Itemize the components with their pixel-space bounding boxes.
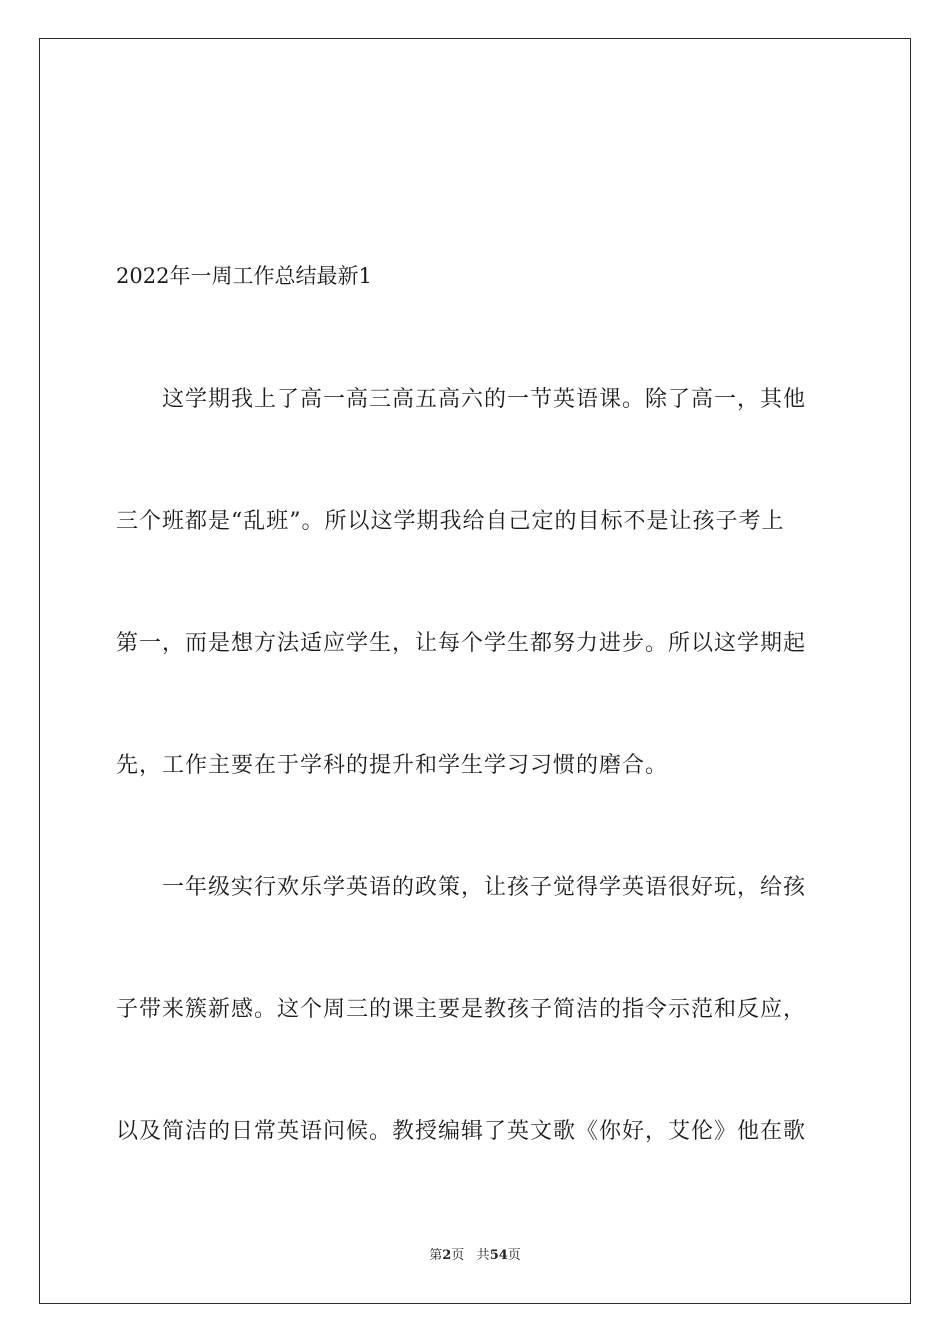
- total-pages: 54: [489, 1248, 508, 1263]
- page-frame: [39, 38, 911, 1304]
- paragraph-line: 这学期我上了高一高三高五高六的一节英语课。除了高一，其他: [162, 387, 807, 412]
- total-prefix: 共: [476, 1248, 490, 1263]
- page-suffix: 页: [451, 1248, 465, 1263]
- page-prefix: 第: [429, 1248, 443, 1263]
- paragraph-line: 三个班都是“乱班”。所以这学期我给自己定的目标不是让孩子考上: [116, 509, 785, 534]
- page-footer: [0, 1247, 950, 1265]
- page-number: 2: [442, 1248, 452, 1263]
- paragraph-line: 第一，而是想方法适应学生，让每个学生都努力进步。所以这学期起: [116, 631, 807, 656]
- document-title: 2022年一周工作总结最新1: [116, 264, 372, 288]
- paragraph-line: 先，工作主要在于学科的提升和学生学习习惯的磨合。: [116, 753, 669, 778]
- paragraph-line: 以及简洁的日常英语问候。教授编辑了英文歌《你好，艾伦》他在歌: [116, 1119, 807, 1144]
- paragraph-line: 子带来簇新感。这个周三的课主要是教孩子简洁的指令示范和反应，: [116, 997, 807, 1022]
- total-suffix: 页: [507, 1248, 521, 1263]
- paragraph-line: 一年级实行欢乐学英语的政策，让孩子觉得学英语很好玩，给孩: [162, 875, 807, 900]
